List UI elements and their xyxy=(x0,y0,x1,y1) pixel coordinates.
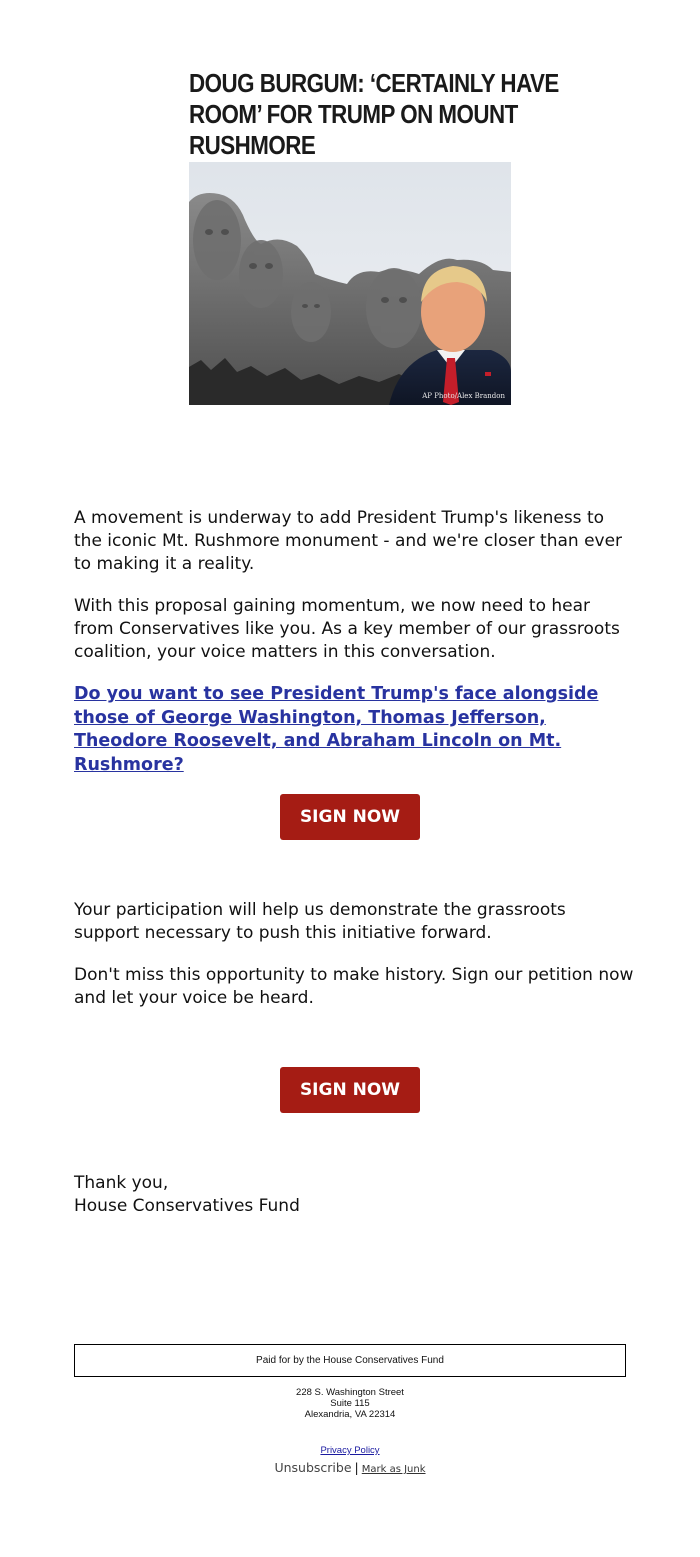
hero-headline-line-3: RUSHMORE xyxy=(189,130,316,160)
mark-as-junk-link[interactable]: Mark as Junk xyxy=(361,1464,426,1475)
unsubscribe-link[interactable]: Unsubscribe xyxy=(274,1460,352,1475)
signoff-thanks: Thank you, xyxy=(74,1173,169,1193)
address-suite: Suite 115 xyxy=(330,1398,370,1409)
hero-card xyxy=(188,56,559,406)
intro-paragraph: A movement is underway to add President Trump's likeness to the iconic Mt. Rushmore monument - and we're closer than ever to making it a reality. xyxy=(74,508,623,574)
signoff xyxy=(74,1172,634,1218)
sign-now-button-1[interactable]: SIGN NOW xyxy=(280,794,420,840)
disclaimer-text: Paid for by the House Conservatives Fund xyxy=(256,1355,444,1366)
footer-separator: | xyxy=(354,1460,359,1475)
history-paragraph: Don't miss this opportunity to make history. Sign our petition now and let your voice be heard. xyxy=(74,965,634,1008)
address-city: Alexandria, VA 22314 xyxy=(304,1409,396,1420)
hero-headline xyxy=(189,68,559,161)
sign-now-button-2[interactable]: SIGN NOW xyxy=(280,1067,420,1113)
unsubscribe-row xyxy=(0,1460,700,1475)
signoff-sender: House Conservatives Fund xyxy=(74,1196,300,1216)
momentum-paragraph: With this proposal gaining momentum, we now need to hear from Conservatives like you. As a key member of our grassroots coalition, your voice matters in this conversation. xyxy=(74,596,620,662)
photo-credit: AP Photo/Alex Brandon xyxy=(422,392,505,400)
privacy-row xyxy=(0,1445,700,1456)
privacy-policy-link[interactable]: Privacy Policy xyxy=(320,1445,380,1456)
mailing-address xyxy=(0,1387,700,1420)
mount-rushmore-photo xyxy=(189,162,511,405)
participation-paragraph: Your participation will help us demonstrate the grassroots support necessary to push this initiative forward. xyxy=(74,900,566,943)
hero-headline-line-1: DOUG BURGUM: ‘CERTAINLY HAVE xyxy=(189,68,559,98)
hero-photo xyxy=(189,162,511,405)
paid-for-disclaimer xyxy=(74,1344,626,1377)
address-street: 228 S. Washington Street xyxy=(296,1387,404,1398)
petition-question-link[interactable]: Do you want to see President Trump's face alongside those of George Washington, Thomas Jefferson, Theodore Roosevelt, and Abraham Lincoln on Mt. Rushmore? xyxy=(74,684,599,775)
hero-headline-line-2: ROOM’ FOR TRUMP ON MOUNT xyxy=(189,99,518,129)
